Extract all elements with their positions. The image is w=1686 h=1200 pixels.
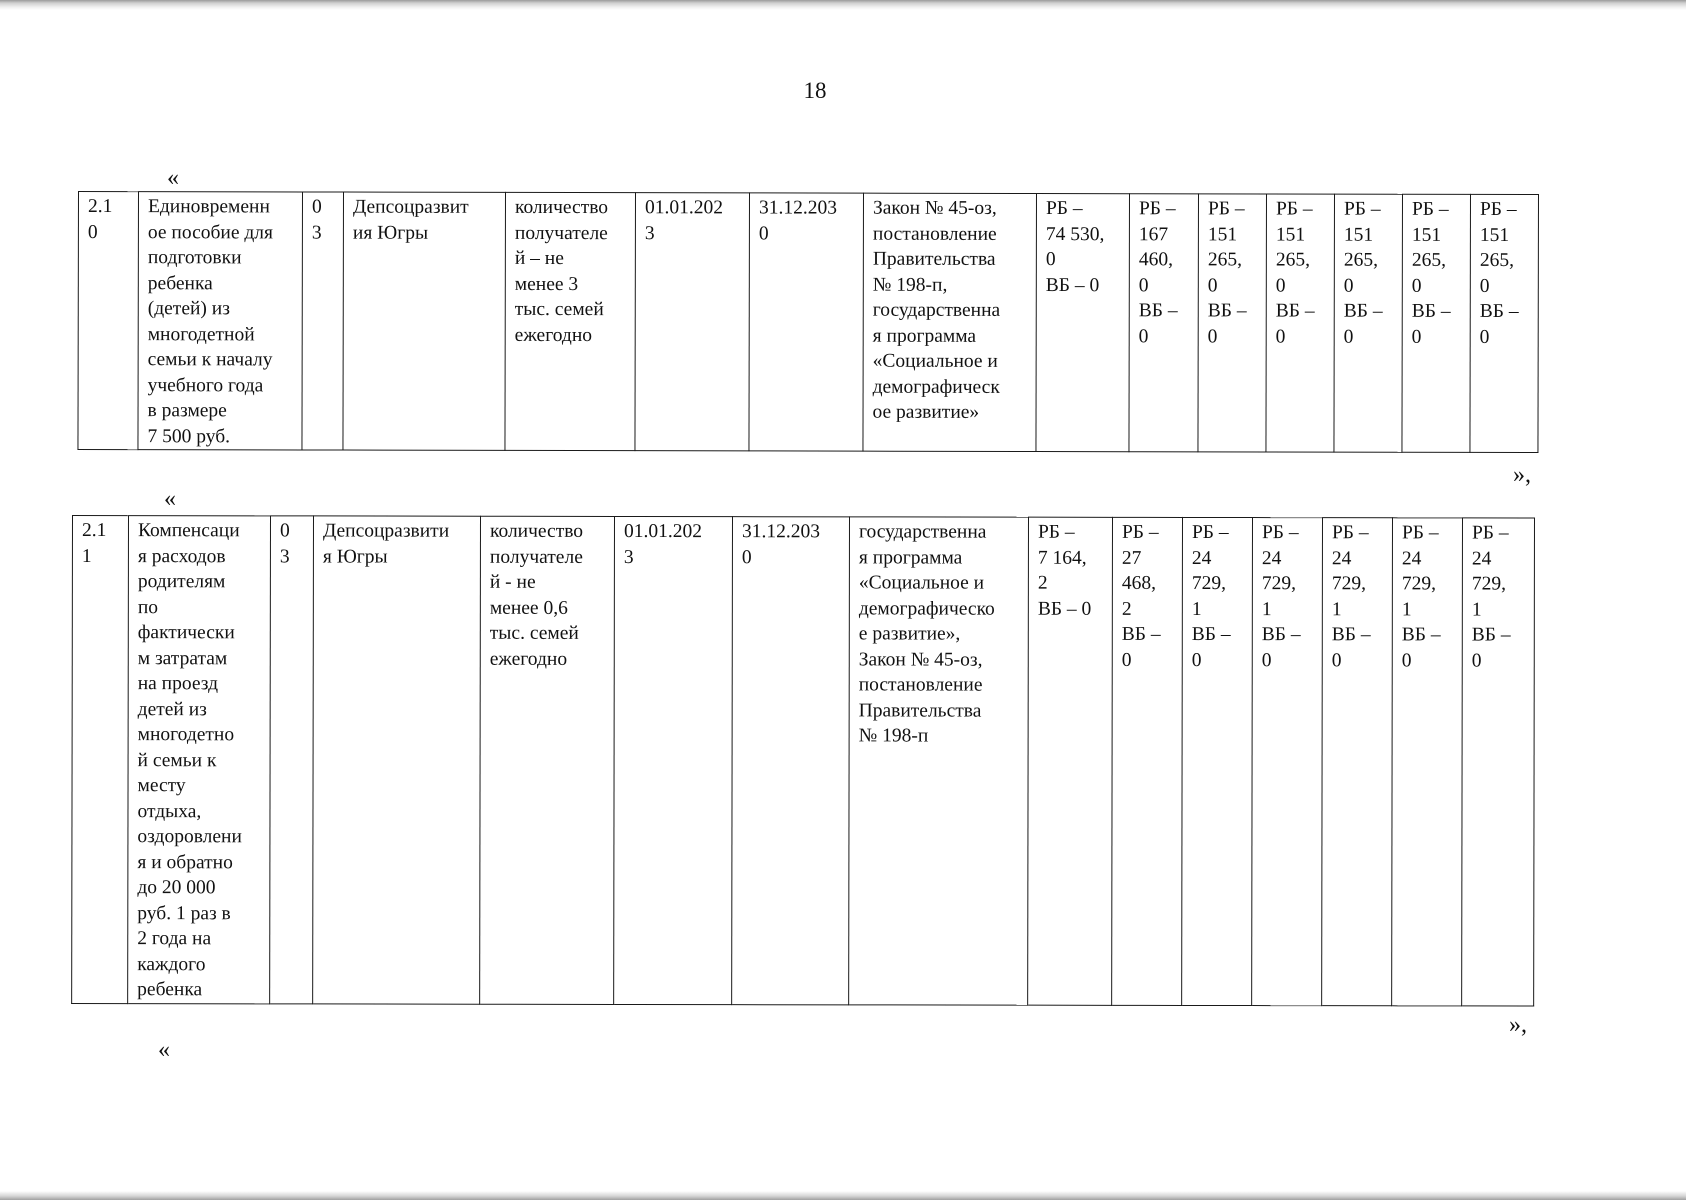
cell-text-line: ежегодно [514,324,593,346]
cell-start-date [635,193,750,451]
cell-start-date [614,516,733,1004]
cell-text-line: многодетной [147,323,255,345]
cell-text-line: 0 [87,221,98,243]
cell-text-line: многодетно [137,724,235,746]
cell-text-line: 0 [1343,326,1354,348]
cell-text-line: 7 500 руб. [147,425,231,447]
cell-text-line: 0 [1138,325,1149,347]
cell-text-line: 24 [1191,547,1212,569]
cell-text-line: Компенсаци [137,520,240,542]
cell-text-line: 0 [1207,274,1218,296]
cell-text-line: № 198-п [858,725,929,747]
cell-text-line: 31.12.203 [741,521,820,543]
cell-text-line: подготовки [147,247,242,269]
cell-text-line: в размере [147,400,227,422]
cell-text-line: (детей) из [147,298,230,320]
cell-text-line: РБ – [1479,198,1517,221]
cell-funding-1 [1028,517,1113,1005]
cell-text-line: 2.1 [87,196,113,218]
cell-end-date [732,517,850,1005]
cell-funding-5 [1322,518,1393,1006]
cell-text-line: на проезд [137,673,219,695]
cell-text-line: государственна [872,299,1001,321]
cell-text-line: 1 [81,545,92,567]
cell-text-line: демографическ [872,376,1000,398]
opening-quote: « [158,1037,170,1063]
cell-text-line: 27 [1121,547,1142,569]
cell-text-line: 265, [1207,249,1243,271]
cell-text-line: 151 [1343,224,1374,246]
cell-text-line: 1 [1401,598,1412,620]
cell-text-line: ое пособие для [147,221,274,243]
cell-text-line: я и обратно [137,851,233,873]
cell-text-line: й – не [514,247,564,270]
cell-text-line: 0 [1121,649,1132,671]
cell-text-line: 24 [1331,547,1352,569]
cell-text-line: Единовременн [147,196,270,218]
cell-text-line: 1 [1191,598,1202,620]
cell-text-line: РБ – [1138,198,1176,220]
cell-text-line: Правительства [858,699,982,722]
cell-text-line: менее 3 [514,273,579,295]
cell-text-line: 0 [1261,649,1272,671]
cell-text-line: ВБ – [1411,300,1451,322]
cell-text-line: ребенка [137,979,203,1001]
cell-funding-2 [1112,517,1183,1005]
cell-text-line: 729, [1191,572,1227,595]
cell-text-line: «Социальное и [872,350,998,372]
cell-text-line: учебного года [147,374,264,396]
cell-text-line: каждого [137,953,206,975]
scan-edge-bottom [0,1191,1686,1200]
cell-text-line: 0 [1401,649,1412,671]
cell-text-line: 2 года на [137,928,212,950]
cell-text-line: 167 [1138,223,1169,245]
cell-text-line: ВБ – 0 [1045,274,1100,296]
cell-funding-2 [1129,194,1199,452]
cell-text-line: тыс. семей [514,298,604,321]
cell-text-line: месту [137,775,186,797]
cell-text-line: 24 [1261,547,1282,569]
cell-text-line: ВБ – [1207,300,1247,322]
cell-text-line: количество [489,520,584,542]
cell-text-line: Депсоцразвит [352,196,469,218]
cell-text-line: 151 [1411,224,1442,246]
cell-text-line: ВБ – 0 [1037,598,1092,620]
cell-text-line: демографическо [858,597,995,620]
cell-text-line: ребенка [147,272,213,294]
cell-text-line: детей из [137,698,207,720]
cell-text-line: 468, [1121,572,1157,594]
cell-text-line: руб. 1 раз в [137,902,231,924]
cell-text-line: семьи к началу [147,349,273,371]
cell-text-line: ежегодно [489,648,568,670]
cell-text-line: РБ – [1471,522,1509,544]
table-row-2-11 [71,515,1535,1006]
cell-text-line: РБ – [1045,198,1083,220]
cell-text-line: 729, [1261,573,1297,595]
cell-text-line: постановление [858,674,983,696]
cell-text-line: Правительства [872,248,996,270]
cell-text-line: РБ – [1207,198,1245,220]
cell-text-line: м затратам [137,647,228,669]
cell-text-line: фактически [137,622,235,644]
cell-text-line: ВБ – [1401,624,1441,646]
cell-funding-7 [1462,518,1535,1006]
cell-indicator [505,192,636,450]
cell-text-line: 1 [1331,598,1342,620]
cell-text-line: Закон № 45-оз, [872,197,997,219]
cell-funding-4 [1266,194,1335,452]
cell-text-line: ВБ – [1261,624,1301,646]
cell-measure-name [138,192,303,450]
cell-text-line: 0 [1479,326,1490,348]
cell-text-line: 1 [1471,598,1482,620]
cell-text-line: 3 [623,546,634,568]
cell-text-line: я программа [858,546,963,569]
cell-text-line: родителям [137,571,226,593]
cell-text-line: № 198-п, [872,274,948,296]
cell-text-line: количество [514,196,609,219]
cell-text-line: 1 [1261,598,1272,620]
cell-text-line: 0 [1045,249,1056,271]
cell-text-line: 151 [1479,224,1510,246]
cell-funding-6 [1402,194,1471,452]
cell-text-line: 2.1 [81,520,107,542]
cell-number [78,192,139,450]
cell-text-line: 3 [311,221,322,244]
cell-text-line: ВБ – [1471,624,1511,646]
cell-executor [343,192,506,450]
cell-text-line: 265, [1343,249,1379,271]
cell-text-line: 0 [1207,325,1218,347]
cell-text-line: 460, [1138,249,1174,271]
table-row-2-10 [77,191,1539,453]
cell-text-line: ВБ – [1138,300,1178,322]
cell-text-line: менее 0,6 [489,597,568,619]
cell-legal-basis [863,193,1037,451]
cell-number [72,516,129,1004]
cell-text-line: 7 164, [1037,547,1087,569]
cell-funding-7 [1470,194,1539,452]
cell-text-line: 0 [1331,649,1342,671]
cell-text-line: РБ – [1261,522,1299,544]
cell-text-line: 3 [279,545,290,567]
cell-text-line: я программа [872,325,977,347]
scan-edge-top [0,0,1686,10]
cell-executor [313,516,481,1004]
cell-text-line: 2 [1037,572,1048,594]
page-number: 18 [803,78,827,103]
cell-code [270,516,314,1004]
cell-text-line: Закон № 45-оз, [858,648,983,671]
cell-text-line: оздоровлени [137,826,242,848]
cell-text-line: 0 [311,196,322,218]
cell-text-line: 0 [279,520,290,542]
cell-text-line: 265, [1411,249,1447,271]
cell-legal-basis [849,517,1029,1005]
cell-text-line: получателе [514,222,608,244]
cell-text-line: ВБ – [1275,300,1315,322]
cell-text-line: 31.12.203 [758,197,837,219]
opening-quote: « [167,165,179,191]
cell-text-line: РБ – [1121,521,1159,543]
cell-text-line: я расходов [137,545,226,567]
cell-text-line: ия Югры [352,222,429,244]
cell-text-line: й - не [489,571,536,593]
closing-quote: », [1513,462,1531,488]
cell-text-line: ВБ – [1479,300,1519,323]
cell-text-line: 01.01.202 [623,520,702,543]
cell-funding-4 [1252,518,1323,1006]
cell-indicator [480,516,615,1004]
cell-text-line: 0 [1275,326,1286,348]
cell-text-line: РБ – [1037,521,1075,543]
cell-text-line: е развитие», [858,623,961,645]
opening-quote: « [164,486,176,512]
cell-text-line: «Социальное и [858,572,985,594]
cell-funding-6 [1392,518,1463,1006]
cell-text-line: ВБ – [1191,623,1231,646]
cell-text-line: РБ – [1411,198,1449,220]
closing-quote: », [1509,1012,1527,1038]
cell-text-line: ВБ – [1331,624,1371,646]
cell-text-line: 3 [644,222,655,244]
cell-text-line: 151 [1207,223,1238,245]
cell-text-line: 0 [1191,649,1202,671]
cell-funding-5 [1334,194,1403,452]
cell-text-line: РБ – [1275,198,1313,220]
cell-text-line: РБ – [1331,522,1369,544]
cell-text-line: 151 [1275,224,1306,246]
cell-text-line: Депсоцразвити [322,520,450,542]
cell-text-line: отдыха, [137,800,202,822]
cell-text-line: РБ – [1343,198,1381,220]
cell-text-line: государственна [858,521,987,543]
cell-text-line: 265, [1275,249,1311,271]
cell-text-line: РБ – [1191,521,1229,544]
cell-text-line: 0 [1138,274,1149,296]
cell-text-line: 0 [1343,275,1354,297]
cell-text-line: 24 [1471,547,1492,569]
cell-code [302,192,344,450]
cell-text-line: я Югры [322,545,388,568]
cell-text-line: постановление [872,223,997,245]
cell-text-line: 0 [1275,275,1286,297]
cell-end-date [749,193,864,451]
cell-text-line: 729, [1331,573,1367,595]
cell-text-line: 0 [741,546,752,568]
cell-text-line: РБ – [1401,522,1439,544]
cell-text-line: ВБ – [1121,623,1161,645]
cell-text-line: 729, [1401,573,1437,595]
cell-text-line: 0 [1411,275,1422,297]
cell-text-line: 265, [1479,249,1515,272]
cell-text-line: тыс. семей [489,622,579,644]
cell-text-line: 729, [1471,573,1507,595]
cell-text-line: 24 [1401,547,1422,569]
cell-funding-3 [1198,194,1267,452]
cell-text-line: 0 [758,222,769,244]
cell-text-line: 74 530, [1045,223,1105,245]
cell-text-line: ое развитие» [872,401,980,423]
cell-text-line: 0 [1479,275,1490,297]
cell-measure-name [128,516,271,1004]
cell-text-line: 2 [1121,598,1132,620]
cell-text-line: й семьи к [137,749,217,771]
cell-text-line: получателе [489,546,583,568]
cell-funding-1 [1036,194,1130,452]
cell-funding-3 [1182,517,1253,1005]
cell-text-line: 01.01.202 [644,197,723,219]
cell-text-line: до 20 000 [137,877,216,899]
cell-text-line: по [137,596,159,618]
cell-text-line: 0 [1411,326,1422,348]
cell-text-line: ВБ – [1343,300,1383,322]
cell-text-line: 0 [1471,649,1482,671]
